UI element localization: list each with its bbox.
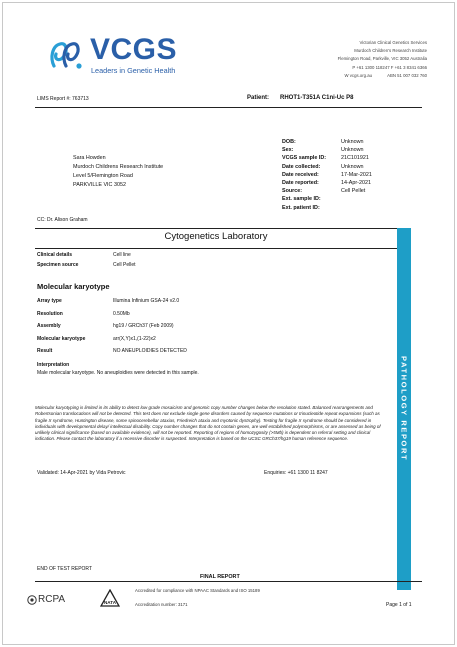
logo-tagline: Leaders in Genetic Health (91, 66, 176, 75)
details-label: Ext. patient ID: (282, 204, 320, 211)
accreditation-line2: Accreditation number: 3171 (135, 602, 188, 607)
recipient-address-line1: Level 5/Flemington Road (73, 173, 133, 179)
clinical-value: Cell line (113, 252, 131, 258)
details-value: Unknown (341, 147, 364, 154)
details-label: Date reported: (282, 180, 319, 186)
cc-divider (35, 228, 397, 229)
details-label: Ext. sample ID: (282, 196, 321, 203)
org-name: Victorian Clinical Genetics Services (359, 40, 427, 45)
interpretation-heading: Interpretation (37, 362, 70, 368)
validated-line: Validated: 14-Apr-2021 by Vida Petrovic (37, 470, 126, 476)
lab-title-divider (35, 248, 397, 249)
end-of-report: END OF TEST REPORT (37, 566, 93, 572)
pathology-report-label: PATHOLOGY REPORT (399, 356, 409, 462)
org-address: Flemington Road, Parkville, VIC 3052 Australia (337, 56, 427, 61)
details-label: Sex: (282, 147, 294, 154)
org-sub: Murdoch Children's Research Institute (354, 48, 427, 53)
page-number: Page 1 of 1 (386, 602, 412, 608)
footer-divider (35, 581, 422, 582)
header-divider (35, 107, 422, 108)
lab-title: Cytogenetics Laboratory (164, 231, 268, 242)
molecular-label: Resolution (37, 310, 63, 317)
molecular-value: Illumina Infinium GSA-24 v2.0 (113, 298, 180, 304)
interpretation-text: Male molecular karyotype. No aneuploidies were detected in this sample. (37, 370, 199, 376)
details-label: Date received: (282, 171, 319, 178)
final-report-label: FINAL REPORT (200, 574, 240, 580)
molecular-label: Molecular karyotype (37, 335, 86, 342)
org-abn: ABN 51 007 032 760 (387, 73, 427, 78)
nata-logo-icon (100, 589, 120, 609)
clinical-label: Specimen source (37, 261, 79, 268)
org-phone: P +61 1300 118247 F +61 3 8341 6366 (352, 65, 427, 70)
details-value: 17-Mar-2021 (341, 171, 372, 178)
cc-line: CC: Dr. Alison Graham (37, 217, 88, 223)
molecular-value: NO ANEUPLOIDIES DETECTED (113, 348, 187, 354)
details-value: Unknown (341, 139, 364, 145)
vcgs-logo-icon (48, 36, 86, 74)
molecular-value: 0.50Mb (113, 310, 130, 317)
accreditation-line1: Accredited for compliance with NPAAC Standards and ISO 15189 (135, 588, 260, 593)
details-label: Date collected: (282, 163, 321, 170)
patient-label: Patient: (247, 95, 270, 101)
disclaimer-text: Molecular karyotyping is limited in its ability to detect low grade mosaicism and genomic copy number changes below the resolution stated. Balanced rearrangements and Robertsonian translocations will not be detected. This test does not exclude single gene disorders caused by sequence mutations or trinucleotide repeat expansions (such as fragile X syndrome, Huntington disease, some spinocerebellar ataxias, Friedreich ataxia and myotonic dystrophy). Testing for fragile X syndrome should be considered in individuals with developmental delay/ intellectual disability. Copy number changes that do not contain genes, are well established polymorphisms, or are assessed as being of unlikely clinical significance (based on available evidence), will not be reported. Reporting of regions of homozygosity (>5Mb) is dependent on referral setting and clinical indication. Please contact the laboratory if a recessive disorder is suspected. Interpretation is based on the UCSC GRCh37/hg19 human reference sequence. (35, 405, 381, 442)
clinical-label: Clinical details (37, 252, 73, 258)
details-label: Source: (282, 188, 303, 195)
rcpa-logo: RCPA (38, 594, 66, 605)
nata-logo-text: NATA (103, 600, 117, 605)
recipient-address-line2: PARKVILLE VIC 3052 (73, 182, 126, 188)
org-web: W vcgs.org.au (344, 73, 372, 78)
recipient-institution: Murdoch Childrens Research Institute (73, 164, 164, 170)
lims-report-number: LIMS Report #: 763713 (37, 96, 89, 102)
molecular-label: Array type (37, 298, 62, 304)
details-value: Cell Pellet (341, 188, 366, 195)
molecular-label: Result (37, 348, 53, 354)
details-value: 21C101921 (341, 155, 369, 162)
clinical-value: Cell Pellet (113, 261, 136, 268)
patient-value: RHOT1-T351A C1ni-Uc P8 (280, 95, 354, 101)
molecular-value: hg19 / GRCh37 (Feb 2009) (113, 323, 174, 329)
details-label: VCGS sample ID: (282, 155, 327, 162)
details-value: 14-Apr-2021 (341, 180, 371, 186)
details-label: DOB: (282, 139, 296, 145)
recipient-name: Sara Howden (73, 155, 106, 161)
molecular-value: arr(X,Y)x1,(1-22)x2 (113, 335, 156, 342)
rcpa-logo-icon (27, 595, 37, 605)
molecular-label: Assembly (37, 323, 61, 329)
logo-wordmark: VCGS (90, 33, 178, 66)
molecular-heading: Molecular karyotype (37, 282, 110, 291)
details-value: Unknown (341, 163, 364, 170)
enquiries-line: Enquiries: +61 1300 11 8247 (264, 470, 328, 476)
